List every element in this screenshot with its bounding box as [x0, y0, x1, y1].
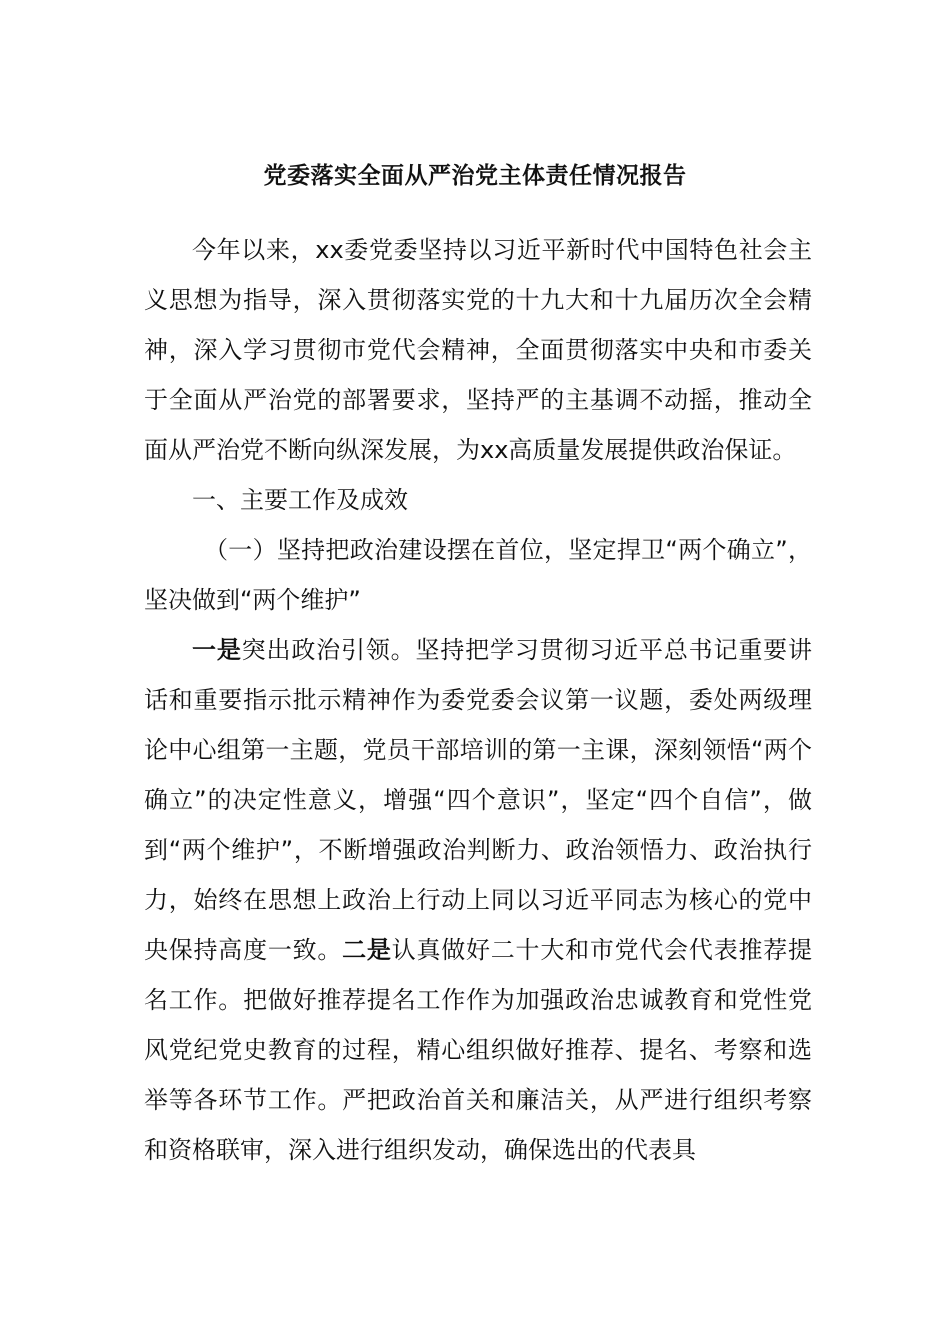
document-title: 党委落实全面从严治党主体责任情况报告 [263, 163, 687, 189]
subsection-heading: （一）坚持把政治建设摆在首位，坚定捍卫“两个确立”，坚决做到“两个维护” [144, 536, 812, 614]
body-paragraph [144, 625, 812, 1175]
item-1-text: 突出政治引领。坚持把学习贯彻习近平总书记重要讲话和重要指示批示精神作为委党委会议第一议题，委处两级理论中心组第一主题，党员干部培训的第一主课，深刻领悟“两个确立”的决定性意义，增强“四个意识”，坚定“四个自信”，做到“两个维护”，不断增强政治判断力、政治领悟力、政治执行力，始终在思想上政治上行动上同以习近平同志为核心的党中央保持高度一致。 [144, 636, 813, 964]
intro-paragraph: 今年以来，xx委党委坚持以习近平新时代中国特色社会主义思想为指导，深入贯彻落实党的十九大和十九届历次全会精神，深入学习贯彻市党代会精神，全面贯彻落实中央和市委关于全面从严治党的部署要求，坚持严的主基调不动摇，推动全面从严治党不断向纵深发展，为xx高质量发展提供政治保证。 [144, 236, 812, 464]
item-2-lead: 二是 [342, 936, 392, 964]
item-2-text: 认真做好二十大和市党代会代表推荐提名工作。把做好推荐提名工作作为加强政治忠诚教育和党性党风党纪党史教育的过程，精心组织做好推荐、提名、考察和选举等各环节工作。严把政治首关和廉洁关，从严进行组织考察和资格联审，深入进行组织发动，确保选出的代表具 [144, 936, 813, 1164]
section-heading: 一、主要工作及成效 [192, 486, 408, 514]
item-1-lead: 一是 [192, 636, 242, 664]
